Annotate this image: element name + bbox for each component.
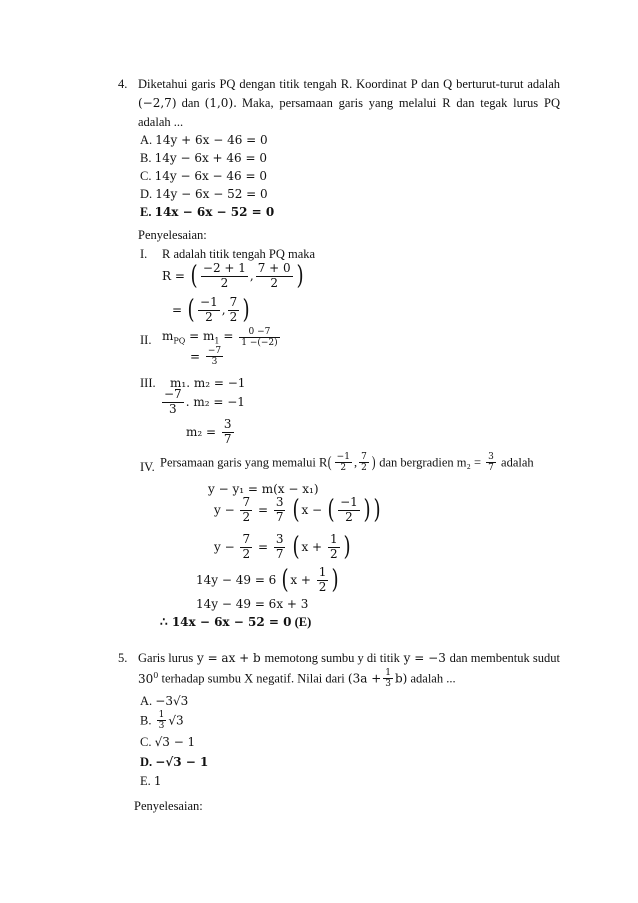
option-label: B. [140,713,152,728]
step-label: II. [140,333,152,347]
subscript: 1 [214,336,220,346]
option-text: −√3 − 1 [155,755,209,769]
fraction [317,566,329,595]
answer-option[interactable] [140,694,188,709]
left-paren: ( [292,495,300,526]
comma: , [353,455,358,470]
left-paren: ( [190,261,198,292]
point-p: (−2,7) [138,96,177,110]
denominator: 1 −(−2) [241,338,278,349]
numerator: 1 [318,565,327,579]
right-paren: ) [343,532,351,563]
question-text: memotong sumbu y di titik [264,651,400,665]
fraction [338,496,360,525]
option-text: 14y − 6x + 46 = 0 [154,151,267,165]
answer-option-correct[interactable] [140,205,274,220]
step-text: adalah [501,455,534,470]
equation: m₁. m₂ = −1 [170,376,246,390]
option-label: E. [140,205,152,219]
eq-text: = [257,503,269,518]
question-text-line [138,96,560,111]
fraction [359,452,369,474]
question-text: adalah ... [410,671,456,686]
step-text-line [160,452,534,474]
denominator: 3 [169,401,177,416]
eq-text: x − [301,503,323,518]
eq-text: (3a + [347,671,382,686]
question-number: 4. [118,77,128,91]
question-text: Maka, persamaan garis yang melalui R dan tegak lurus PQ [241,96,560,110]
option-label: C. [140,169,152,183]
equation-r [162,262,305,291]
comma: , [221,303,226,318]
eq-text: x + [290,573,311,588]
step-label: III. [140,376,156,390]
equation-r-simplified [172,296,251,325]
numerator: 0 −7 [239,327,279,338]
equation [186,418,236,447]
left-paren: ( [292,532,300,563]
denominator: 2 [329,546,338,561]
step-text: R adalah titik tengah PQ maka [162,247,316,261]
numerator: −1 [340,495,358,509]
denominator: 7 [223,431,232,446]
answer-option-correct[interactable] [140,755,208,770]
eq-text: y − [214,540,235,555]
right-paren: ) [363,495,371,526]
option-label: B. [140,151,152,165]
point-q: (1,0). [204,96,237,110]
fraction [274,496,286,525]
question-number: 5. [118,651,128,665]
step-text: Persamaan garis yang memalui R [160,455,328,470]
equation-inline: y = ax + b [196,651,261,665]
numerator: 1 [329,532,338,546]
numerator: 7 [242,495,251,509]
fraction [228,296,240,325]
question-text-line [138,651,560,666]
option-label: A. [140,133,153,147]
option-label: D. [140,755,153,769]
question-text: terhadap sumbu X negatif. Nilai dari [161,671,345,686]
denominator: 2 [270,275,279,290]
numerator: 1 [385,668,391,678]
subscript: PQ [173,336,186,346]
fraction [240,533,252,562]
step-label: I. [140,247,148,261]
question-text-line [138,77,560,92]
question-text: dan membentuk sudut [449,651,560,665]
comma: , [249,269,254,284]
denominator: 3 [385,679,391,690]
answer-option[interactable] [140,735,195,750]
option-text: 14x − 6x − 52 = 0 [154,205,275,219]
left-paren: ( [327,495,335,526]
angle-value: 30 [138,672,154,687]
denominator: 7 [275,546,284,561]
numerator: 3 [275,495,284,509]
denominator: 3 [211,357,218,368]
denominator: 2 [220,275,229,290]
step-text: dan bergradien m₂ = [379,455,482,470]
numerator: 7 [361,452,367,462]
fraction [239,327,279,349]
superscript: 0 [153,671,159,681]
answer-option[interactable] [140,710,184,732]
eq-text: m [162,329,174,344]
eq-text: = [257,540,269,555]
eq-text: = m [189,329,215,344]
fraction [486,452,496,474]
denominator: 3 [158,721,165,732]
equation: 14y − 49 = 6x + 3 [196,597,309,611]
eq-text: = [172,303,183,318]
denominator: 2 [242,546,251,561]
answer-option[interactable] [140,187,268,202]
solution-title: Penyelesaian: [138,228,207,242]
equation [196,566,341,595]
denominator: 2 [318,579,327,594]
denominator: 2 [242,509,251,524]
denominator: 7 [275,509,284,524]
numerator: −1 [336,452,350,462]
numerator: −1 [200,295,218,309]
fraction [162,388,184,417]
option-text: 1 [153,774,162,788]
right-paren: ) [296,261,304,292]
equation-gradient-result [190,346,225,368]
equation [214,496,382,525]
eq-text: y − [214,503,235,518]
option-label: E. [140,774,151,788]
answer-option[interactable] [140,151,267,166]
fraction [240,496,252,525]
eq-text: = [223,329,234,344]
step-label: IV. [140,460,155,474]
question-text: Garis lurus [138,651,194,665]
denominator: 2 [205,309,213,324]
fraction [383,668,393,690]
option-label: C. [140,735,152,749]
fraction [256,262,293,291]
equation: y − y₁ = m(x − x₁) [208,482,319,496]
equation-inline: y = −3 [403,651,446,665]
denominator: 2 [229,309,238,324]
eq-text: = [190,349,201,364]
eq-text: x + [301,540,323,555]
option-text: √3 − 1 [154,735,196,749]
numerator: 3 [488,452,494,462]
equation [214,533,352,562]
conclusion [160,615,311,630]
numerator: 1 [158,710,165,720]
conclusion-tag: (E) [294,615,312,629]
right-paren: ) [373,495,381,526]
numerator: 7 [229,295,238,309]
left-paren: ( [187,295,195,326]
question-text: adalah ... [138,115,184,129]
eq-text: . m₂ = −1 [185,395,245,410]
fraction [328,533,340,562]
denominator: 2 [345,509,353,524]
question-text: dan [181,96,200,110]
eq-text: m₂ = [186,425,217,440]
option-text: 14y − 6x − 52 = 0 [155,187,268,201]
eq-text: b) [394,671,408,686]
option-text: 14y + 6x − 46 = 0 [155,133,268,147]
numerator: 7 + 0 [257,261,291,275]
solution-title: Penyelesaian: [134,799,203,813]
equation [160,388,245,417]
fraction [157,710,167,732]
numerator: 3 [223,417,232,431]
fraction [201,262,248,291]
conclusion-equation: ∴ 14x − 6x − 52 = 0 [160,615,292,629]
option-label: A. [140,694,153,708]
fraction [198,296,220,325]
fraction [274,533,286,562]
numerator: 3 [275,532,284,546]
eq-text: R = [162,269,185,284]
left-paren: ( [328,453,332,471]
option-text: −3√3 [155,694,189,708]
fraction [335,452,352,474]
numerator: −7 [207,346,222,356]
option-label: D. [140,187,153,201]
fraction [206,346,223,368]
option-text: 14y − 6x − 46 = 0 [154,169,267,183]
denominator: 7 [488,463,494,474]
answer-option[interactable] [140,774,162,789]
option-text: √3 [168,713,184,728]
numerator: −2 + 1 [202,261,246,275]
numerator: −7 [164,387,182,401]
denominator: 2 [340,463,347,474]
question-text-line [138,668,456,690]
denominator: 2 [361,463,367,474]
answer-option[interactable] [140,169,267,184]
question-text: Diketahui garis PQ dengan titik tengah R. Koordinat P dan Q berturut-turut adalah [138,77,560,91]
eq-text: 14y − 49 = 6 [196,573,277,588]
right-paren: ) [331,565,340,596]
right-paren: ) [242,295,250,326]
right-paren: ) [371,453,376,471]
fraction [222,418,234,447]
left-paren: ( [281,565,289,596]
answer-option[interactable] [140,133,268,148]
numerator: 7 [242,532,251,546]
